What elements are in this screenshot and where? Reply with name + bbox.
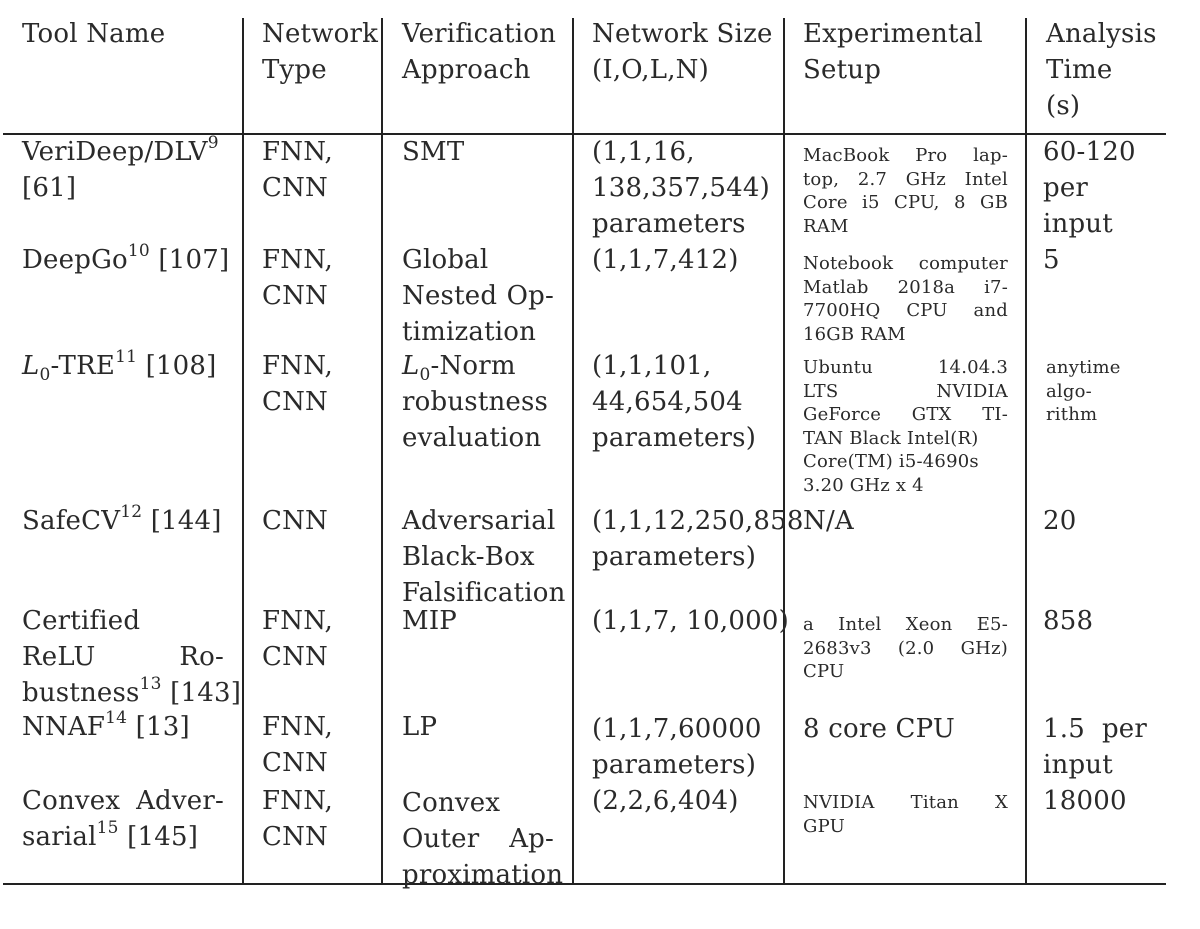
table-row-convex-type: FNN, CNN bbox=[262, 786, 333, 852]
table-row-certified-size: (1,1,7, 10,000) bbox=[592, 606, 789, 636]
table-row-nnaf-size: (1,1,7,60000 parameters) bbox=[592, 714, 762, 780]
table-row-nnaf-tool: NNAF$^{14}$ [13] bbox=[22, 708, 190, 742]
table-row-l0tre-tool: $L_0-TRE^{11}$ [108] bbox=[22, 347, 217, 386]
table-row-certified-approach: MIP bbox=[402, 606, 457, 636]
header-network-size: Network Size (I,O,L,N) bbox=[592, 19, 773, 85]
table-row-convex-approach: Convex Outer Ap- proximation bbox=[402, 788, 564, 890]
table-row-certified-time: 858 bbox=[1043, 606, 1094, 636]
table-row-convex-setup: NVIDIA Titan X GPU bbox=[803, 792, 1008, 837]
table-row-veridepp-approach: SMT bbox=[402, 137, 465, 167]
table-row-veridepp-type: FNN, CNN bbox=[262, 137, 333, 203]
table-row-convex-size: (2,2,6,404) bbox=[592, 786, 739, 816]
table-row-l0tre-type: FNN, CNN bbox=[262, 351, 333, 417]
table-row-veridepp-size: (1,1,16, 138,357,544) parameters bbox=[592, 137, 770, 239]
table-row-l0tre-time: anytime algo- rithm bbox=[1046, 357, 1121, 425]
table-row-nnaf-setup: 8 core CPU bbox=[803, 714, 955, 744]
table-row-safecv-size: (1,1,12,250,858 parameters) bbox=[592, 506, 804, 572]
column-divider bbox=[242, 18, 244, 884]
column-divider bbox=[572, 18, 574, 884]
column-divider bbox=[381, 18, 383, 884]
table-row-veridepp-setup: MacBook Pro lap- top, 2.7 GHz Intel Core i5 CPU, 8 GB RAM bbox=[803, 145, 1008, 237]
header-verification-approach: Verification Approach bbox=[402, 19, 557, 85]
table-row-safecv-type: CNN bbox=[262, 506, 328, 536]
header-tool-name: Tool Name bbox=[22, 19, 166, 49]
table-row-nnaf-time: 1.5 per input bbox=[1043, 714, 1147, 780]
table-row-veridepp-time: 60-120 per input bbox=[1043, 137, 1136, 239]
table-row-convex-time: 18000 bbox=[1043, 786, 1127, 816]
table-row-deepgo-approach: Global Nested Op- timization bbox=[402, 245, 554, 347]
table-row-nnaf-type: FNN, CNN bbox=[262, 712, 333, 778]
table-row-certified-type: FNN, CNN bbox=[262, 606, 333, 672]
table-row-certified-setup: a Intel Xeon E5- 2683v3 (2.0 GHz) CPU bbox=[803, 614, 1008, 682]
table-row-deepgo-type: FNN, CNN bbox=[262, 245, 333, 311]
header-analysis-time: Analysis Time (s) bbox=[1046, 19, 1157, 121]
table-row-deepgo-setup: Notebook computer Matlab 2018a i7- 7700HQ CPU and 16GB RAM bbox=[803, 253, 1008, 345]
table-row-deepgo-time: 5 bbox=[1043, 245, 1060, 275]
bottom-rule bbox=[3, 883, 1166, 885]
table-row-convex-tool: Convex Adver- sarial$^{15}$ [145] bbox=[22, 786, 224, 852]
table-row-nnaf-approach: LP bbox=[402, 712, 438, 742]
column-divider bbox=[783, 18, 785, 884]
table-row-safecv-setup: N/A bbox=[803, 506, 854, 536]
table-row-safecv-time: 20 bbox=[1043, 506, 1077, 536]
table-row-deepgo-tool: DeepGo$^{10}$ [107] bbox=[22, 241, 230, 275]
table-row-veridepp-tool: VeriDeep/DLV$^9$ [61] bbox=[22, 133, 219, 203]
table-row-l0tre-size: (1,1,101, 44,654,504 parameters) bbox=[592, 351, 757, 453]
table-row-safecv-tool: SafeCV$^{12}$ [144] bbox=[22, 502, 222, 536]
table-row-certified-tool: Certified ReLU Ro- bustness$^{13}$ [143] bbox=[22, 606, 242, 708]
header-network-type: Network Type bbox=[262, 19, 379, 85]
table-row-l0tre-setup: Ubuntu 14.04.3 LTS NVIDIA GeForce GTX TI- TAN Black Intel(R) Core(TM) i5-4690s 3.20 GHz x 4 bbox=[803, 357, 1008, 496]
table-row-deepgo-size: (1,1,7,412) bbox=[592, 245, 739, 275]
table-row-safecv-approach: Adversarial Black-Box Falsification bbox=[402, 506, 566, 608]
table-row-l0tre-approach: $L_0$-Norm robustness evaluation bbox=[402, 351, 549, 453]
header-experimental-setup: Experimental Setup bbox=[803, 19, 983, 85]
column-divider bbox=[1025, 18, 1027, 884]
